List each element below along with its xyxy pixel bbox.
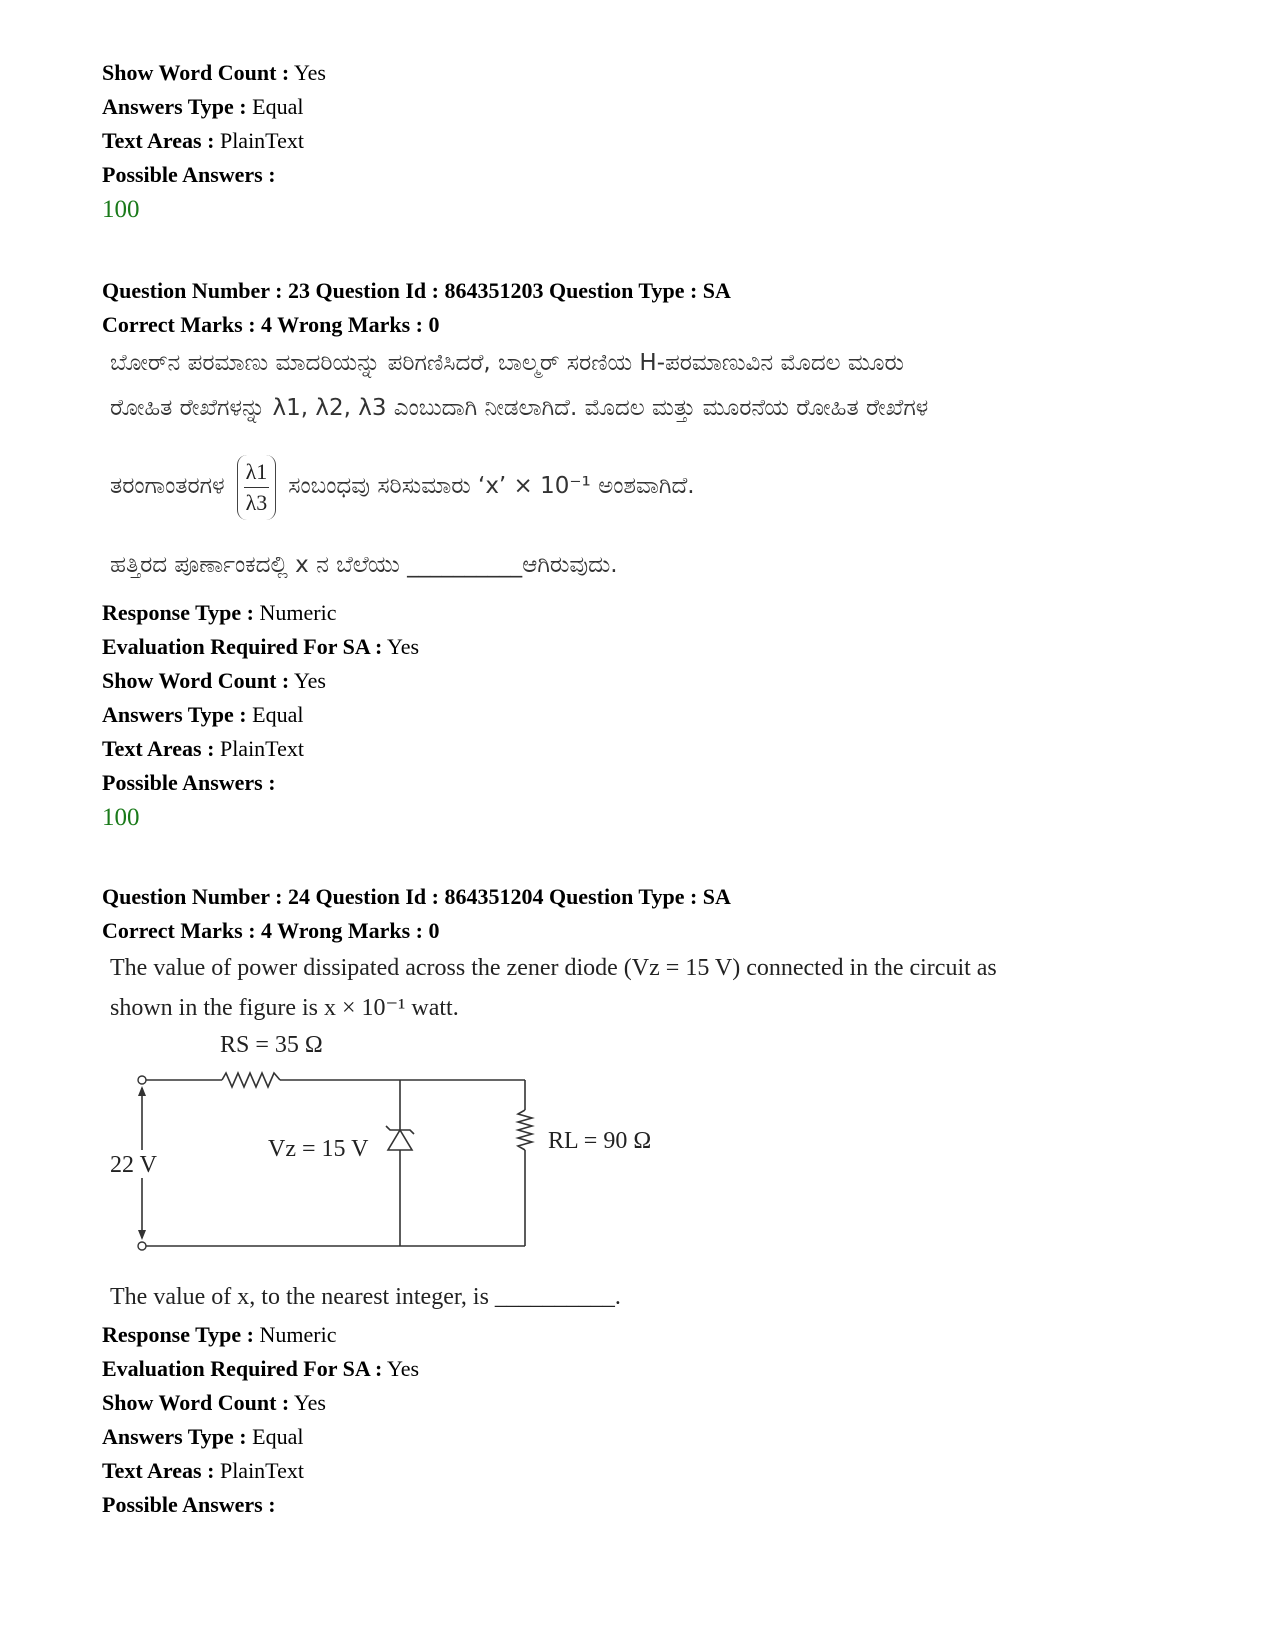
field-value: Equal — [252, 94, 304, 119]
q24-marks: Correct Marks : 4 Wrong Marks : 0 — [102, 918, 440, 943]
field-label: Possible Answers : — [102, 162, 276, 187]
q24-evaluation: Evaluation Required For SA : Yes — [102, 1356, 420, 1381]
top-answers-type — [102, 94, 303, 120]
q23-evaluation: Evaluation Required For SA : Yes — [102, 634, 420, 659]
q23-show-word-count: Show Word Count : Yes — [102, 668, 326, 693]
field-label: Show Word Count : — [102, 60, 290, 85]
q24-text-areas: Text Areas : PlainText — [102, 1458, 304, 1483]
field-label: Text Areas : — [102, 128, 215, 153]
q23-marks: Correct Marks : 4 Wrong Marks : 0 — [102, 312, 440, 337]
rl-label: RL = 90 Ω — [548, 1128, 652, 1154]
q23-kannada-line-3 — [110, 455, 695, 520]
q23-kannada-line-4: ಹತ್ತಿರದ ಪೂರ್ಣಾಂಕದಲ್ಲಿ x ನ ಬೆಲೆಯು __________ಆಗಿರುವುದು. — [110, 552, 618, 578]
q23-response-type: Response Type : Numeric — [102, 600, 337, 625]
q23-text-areas: Text Areas : PlainText — [102, 736, 304, 761]
zener-circuit-diagram — [100, 1030, 700, 1270]
vz-label: Vz = 15 V — [268, 1136, 369, 1162]
q23-line3-pre: ತರಂಗಾಂತರಗಳ — [110, 473, 225, 500]
q24-text-line-2: shown in the figure is x × 10⁻¹ watt. — [110, 995, 459, 1021]
top-possible-answers — [102, 162, 276, 188]
top-text-areas — [102, 128, 304, 154]
q23-kannada-line-1: ಬೋರ್‌ನ ಪರಮಾಣು ಮಾದರಿಯನ್ನು ಪರಿಗಣಿಸಿದರೆ, ಬಾಲ್ಮರ್ ಸರಣಿಯ H-ಪರಮಾಣುವಿನ ಮೊದಲ ಮೂರು — [110, 350, 904, 376]
q23-header: Question Number : 23 Question Id : 864351203 Question Type : SA — [102, 278, 731, 303]
q24-show-word-count: Show Word Count : Yes — [102, 1390, 326, 1415]
q24-answers-type: Answers Type : Equal — [102, 1424, 304, 1449]
q24-header: Question Number : 24 Question Id : 864351204 Question Type : SA — [102, 884, 731, 909]
q23-kannada-line-2: ರೋಹಿತ ರೇಖೆಗಳನ್ನು λ1, λ2, λ3 ಎಂಬುದಾಗಿ ನೀಡಲಾಗಿದೆ. ಮೊದಲ ಮತ್ತು ಮೂರನೆಯ ರೋಹಿತ ರೇಖೆಗಳ — [110, 395, 929, 421]
top-show-word-count — [102, 60, 326, 86]
q23-answers-type: Answers Type : Equal — [102, 702, 304, 727]
fraction-numerator: λ1 — [244, 457, 270, 488]
q23-answer-value: 100 — [102, 804, 140, 831]
source-voltage-label: 22 V — [110, 1152, 157, 1178]
q24-response-type: Response Type : Numeric — [102, 1322, 337, 1347]
q23-possible-answers: Possible Answers : — [102, 770, 276, 795]
rs-label: RS = 35 Ω — [220, 1032, 323, 1058]
field-value: Yes — [293, 60, 326, 85]
zener-diode-icon — [386, 1126, 414, 1150]
wavelength-ratio-fraction — [237, 455, 277, 520]
q23-line3-post: ಸಂಬಂಧವು ಸರಿಸುಮಾರು ‘x’ × 10⁻¹ ಅಂಶವಾಗಿದೆ. — [288, 473, 695, 500]
field-value: PlainText — [219, 128, 304, 153]
field-label: Answers Type : — [102, 94, 247, 119]
fraction-denominator: λ3 — [245, 490, 268, 515]
q24-possible-answers: Possible Answers : — [102, 1492, 276, 1517]
q24-question-line: The value of x, to the nearest integer, is __________. — [110, 1284, 621, 1310]
top-answer-value: 100 — [102, 196, 140, 223]
q24-text-line-1: The value of power dissipated across the zener diode (Vz = 15 V) connected in the circuit as — [110, 955, 997, 981]
